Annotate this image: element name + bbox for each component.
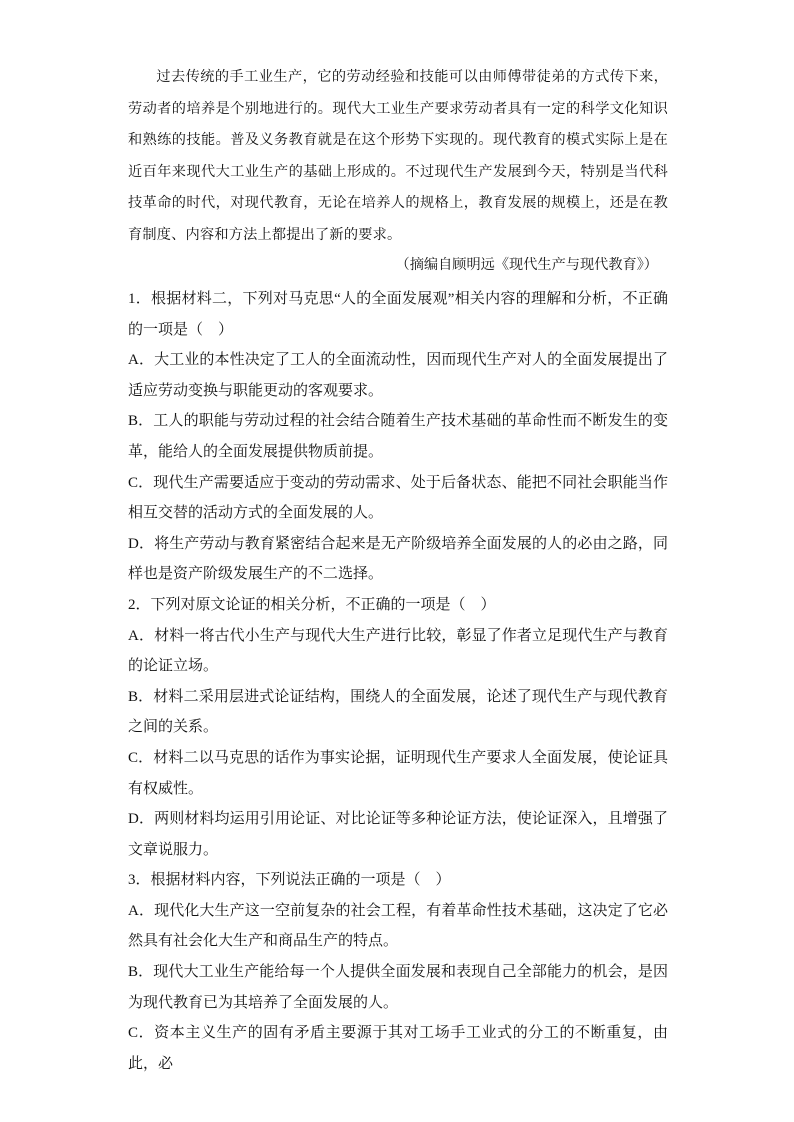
question-2-option-c: C．材料二以马克思的话作为事实论据，证明现代生产要求人全面发展，使论证具有权威性。 [128,749,668,797]
passage-source-citation: （摘编自顾明远《现代生产与现代教育》） [395,257,658,273]
passage-excerpt [128,62,668,252]
question-3-stem: 3．根据材料内容，下列说法正确的一项是（ ） [128,872,451,889]
question-1-option-b: B．工人的职能与劳动过程的社会结合随着生产技术基础的革命性而不断发生的变革，能给人的全面发展提供物质前提。 [128,413,668,460]
passage-paragraph: 过去传统的手工业生产，它的劳动经验和技能可以由师傅带徒弟的方式传下来，劳动者的培养是个别地进行的。现代大工业生产要求劳动者具有一定的科学文化知识和熟练的技能。普及义务教育就是在这个形势下实现的。现代教育的模式实际上是在近百年来现代大工业生产的基础上形成的。不过现代生产发展到今天，特别是当代科技革命的时代，对现代教育，无论在培养人的规格上，教育发展的规模上，还是在教育制度、内容和方法上都提出了新的要求。 [128,69,668,243]
question-1-option-a: A．大工业的本性决定了工人的全面流动性，因而现代生产对人的全面发展提出了适应劳动变换与职能更动的客观要求。 [128,352,668,399]
question-1-option-c: C．现代生产需要适应于变动的劳动需求、处于后备状态、能把不同社会职能当作相互交替的活动方式的全面发展的人。 [128,474,668,522]
question-2-option-b: B．材料二采用层进式论证结构，围绕人的全面发展，论述了现代生产与现代教育之间的关系。 [128,688,668,736]
question-3-option-a: A．现代化大生产这一空前复杂的社会工程，有着革命性技术基础，这决定了它必然具有社会化大生产和商品生产的特点。 [128,902,668,950]
question-2-stem: 2．下列对原文论证的相关分析，不正确的一项是（ ） [128,596,496,613]
question-2-option-d: D．两则材料均运用引用论证、对比论证等多种论证方法，使论证深入，且增强了文章说服力。 [128,811,668,858]
question-2-option-a: A．材料一将古代小生产与现代大生产进行比较，彰显了作者立足现代生产与教育的论证立场。 [128,627,668,675]
question-3-option-b: B．现代大工业生产能给每一个人提供全面发展和表现自己全部能力的机会，是因为现代教育已为其培养了全面发展的人。 [128,964,668,1011]
question-1-option-d: D．将生产劳动与教育紧密结合起来是无产阶级培养全面发展的人的必由之路，同样也是资产阶级发展生产的不二选择。 [128,535,668,583]
questions-section [128,284,668,1079]
question-1-stem: 1．根据材料二，下列对马克思“人的全面发展观”相关内容的理解和分析，不正确的一项是（ ） [128,291,668,338]
question-3-option-c: C．资本主义生产的固有矛盾主要源于其对工场手工业式的分工的不断重复，由此，必 [128,1025,668,1072]
